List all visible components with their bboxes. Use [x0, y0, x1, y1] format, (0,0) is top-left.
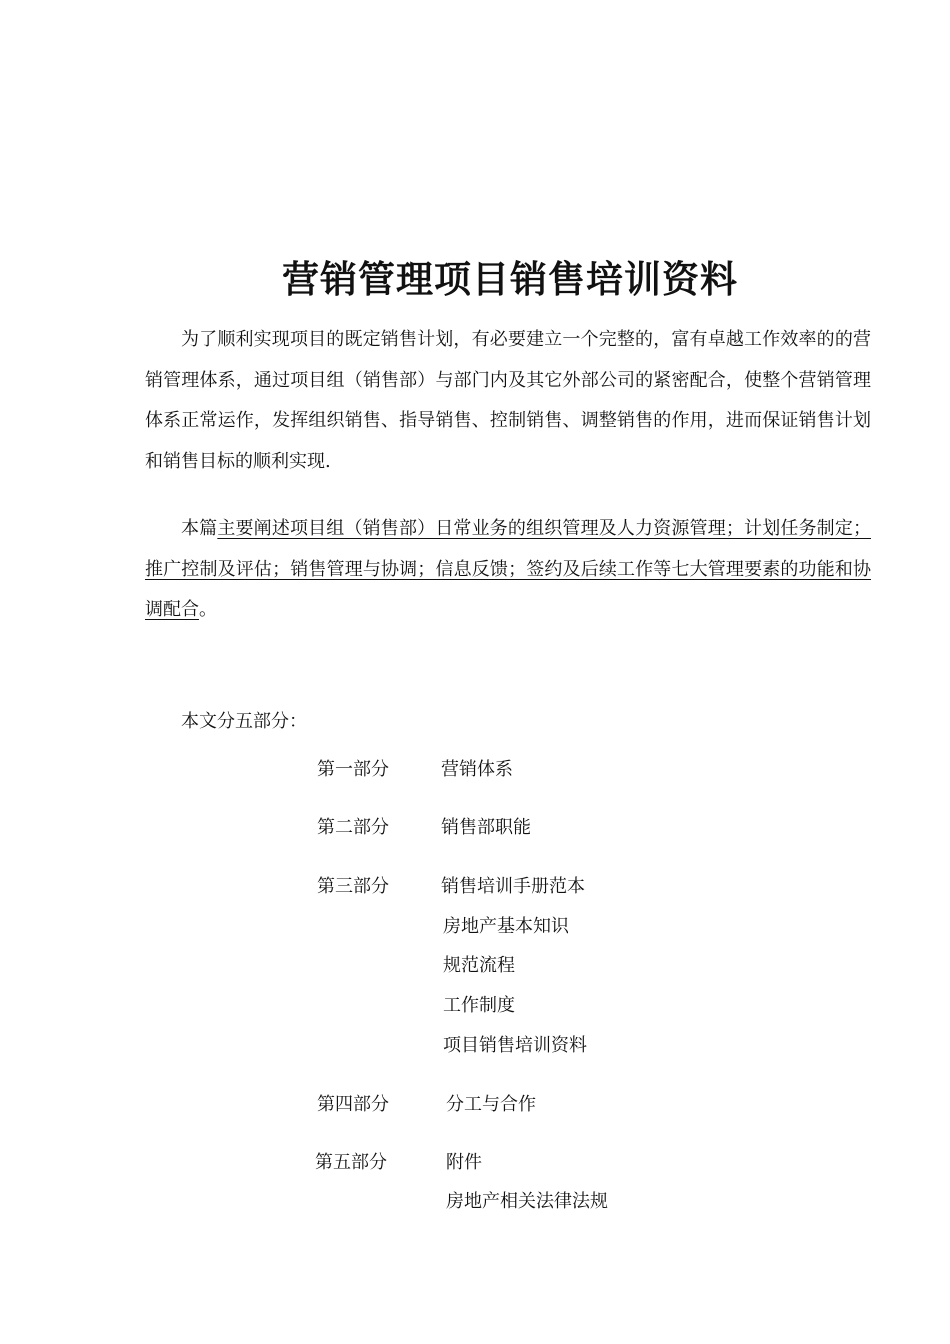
part-3-item-3: 规范流程	[443, 955, 515, 976]
scope-prefix: 本篇	[181, 518, 218, 539]
part-4-label: 第四部分	[317, 1094, 389, 1115]
part-2-label: 第二部分	[317, 817, 389, 838]
part-3-label: 第三部分	[317, 876, 389, 897]
part-3-item-1: 销售培训手册范本	[441, 876, 585, 897]
part-4-item-1: 分工与合作	[446, 1094, 536, 1115]
outline-intro: 本文分五部分：	[181, 711, 307, 732]
intro-paragraph: 为了顺利实现项目的既定销售计划，有必要建立一个完整的，富有卓越工作效率的的营销管理体系，通过项目组（销售部）与部门内及其它外部公司的紧密配合，使整个营销管理体系正常运作，发挥组织销售、指导销售、控制销售、调整销售的作用，进而保证销售计划和销售目标的顺利实现.	[145, 329, 871, 472]
document-title: 营销管理项目销售培训资料	[282, 257, 738, 301]
part-3-item-4: 工作制度	[443, 995, 515, 1016]
part-3-item-5: 项目销售培训资料	[443, 1035, 587, 1056]
part-2-item-1: 销售部职能	[441, 817, 531, 838]
part-3-item-2: 房地产基本知识	[443, 916, 569, 937]
scope-suffix: 。	[199, 599, 217, 621]
scope-underlined-text: 主要阐述项目组（销售部）日常业务的组织管理及人力资源管理；计划任务制定；推广控制及评估；销售管理与协调；信息反馈；签约及后续工作等七大管理要素的功能和协调配合	[145, 518, 871, 621]
part-5-item-1: 附件	[446, 1152, 482, 1173]
part-1-label: 第一部分	[317, 759, 389, 780]
part-1-item-1: 营销体系	[441, 759, 513, 780]
part-5-label: 第五部分	[315, 1152, 387, 1173]
scope-paragraph	[145, 509, 871, 631]
part-5-item-2: 房地产相关法律法规	[446, 1191, 608, 1212]
